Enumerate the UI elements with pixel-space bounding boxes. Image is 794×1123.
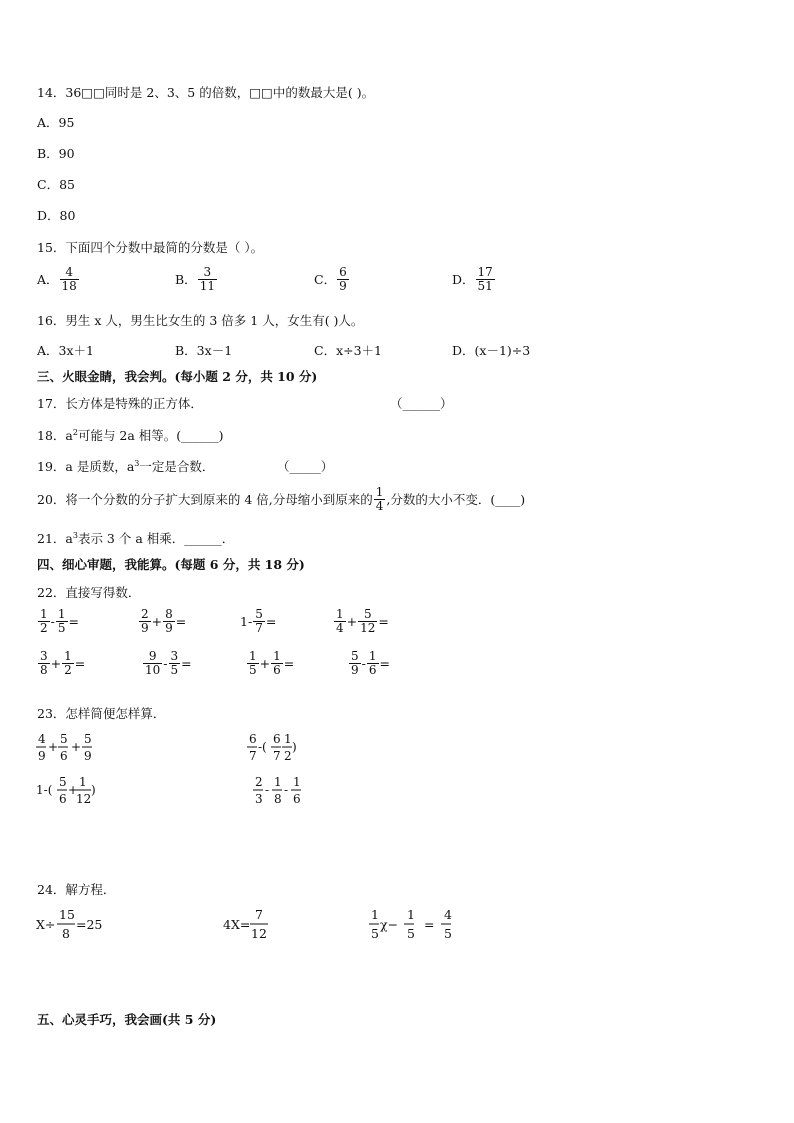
q16-option-a[interactable]: A．3x＋1 xyxy=(37,343,94,358)
q15-text: 15．下面四个分数中最简的分数是（ ）。 xyxy=(37,240,264,255)
svg-text:7: 7 xyxy=(249,749,257,763)
option-label: A． xyxy=(37,272,59,288)
svg-text:5: 5 xyxy=(407,926,415,941)
q24-equation-1 xyxy=(35,905,115,945)
fraction: $\frac{6}{9}$ xyxy=(339,265,347,293)
q21-text: 21．$a^3$表示 3 个 a 相乘．______． xyxy=(37,530,235,546)
q16-text: 16．男生 x 人，男生比女生的 3 倍多 1 人，女生有( )人。 xyxy=(37,313,364,328)
svg-text:5: 5 xyxy=(84,732,92,746)
svg-text:12: 12 xyxy=(251,926,267,941)
q15-option-d[interactable] xyxy=(452,266,496,292)
svg-text:1: 1 xyxy=(274,775,282,789)
svg-text:): ) xyxy=(91,783,96,797)
svg-text:8: 8 xyxy=(62,926,70,941)
q23-expression-2 xyxy=(246,730,316,766)
svg-text:1: 1 xyxy=(371,907,379,922)
q16-option-b[interactable]: B．3x－1 xyxy=(175,343,233,358)
svg-text:4X=: 4X= xyxy=(223,917,251,932)
q16-option-d[interactable]: D．(x－1)÷3 xyxy=(452,343,531,358)
q22-item-8: $\frac{5}{9}$ - $\frac{1}{6}$ = xyxy=(351,649,390,677)
svg-text:15: 15 xyxy=(59,907,75,922)
svg-text:5: 5 xyxy=(371,926,379,941)
option-label: C． xyxy=(314,272,337,288)
q23-expression-4 xyxy=(252,773,322,809)
section-3-heading: 三、火眼金睛，我会判。(每小题 2 分，共 10 分) xyxy=(37,369,318,384)
q24-equation-2 xyxy=(222,905,282,945)
fraction: $\frac{3}{11}$ xyxy=(199,265,215,293)
q15-option-c[interactable] xyxy=(314,266,350,292)
q22-item-4: $\frac{1}{4}$ + $\frac{5}{12}$ = xyxy=(336,607,389,635)
svg-text:6: 6 xyxy=(59,792,67,806)
svg-text:6: 6 xyxy=(273,732,281,746)
svg-text:1: 1 xyxy=(407,907,415,922)
q17-answer-blank[interactable]: （______） xyxy=(390,396,453,411)
svg-text:+: + xyxy=(48,740,59,754)
q22-item-7: $\frac{1}{5}$ + $\frac{1}{6}$ = xyxy=(249,649,295,677)
q14-text: 14．36□□同时是 2、3、5 的倍数，□□中的数最大是( )。 xyxy=(37,85,375,100)
q22-item-3: 1- $\frac{5}{7}$ = xyxy=(240,607,277,635)
q23-text: 23．怎样简便怎样算． xyxy=(37,706,166,721)
q23-expression-3 xyxy=(35,773,115,809)
svg-text:4: 4 xyxy=(38,732,46,746)
q24-text: 24．解方程． xyxy=(37,882,116,897)
q14-option-c[interactable]: C．85 xyxy=(37,177,75,192)
option-label: D． xyxy=(452,272,475,288)
svg-text:7: 7 xyxy=(255,907,263,922)
q16-option-c[interactable]: C．x÷3＋1 xyxy=(314,343,382,358)
option-label: B． xyxy=(175,272,197,288)
svg-text:1-(: 1-( xyxy=(36,783,53,797)
svg-text:5: 5 xyxy=(444,926,452,941)
q24-equation-3 xyxy=(366,905,466,945)
q15-option-a[interactable] xyxy=(37,266,80,292)
fraction: $\frac{4}{18}$ xyxy=(61,265,77,293)
q22-item-6: $\frac{9}{10}$ - $\frac{3}{5}$ = xyxy=(145,649,192,677)
q22-text: 22．直接写得数． xyxy=(37,585,141,600)
svg-text:2: 2 xyxy=(284,749,292,763)
svg-text:6: 6 xyxy=(249,732,257,746)
section-5-heading: 五、心灵手巧，我会画(共 5 分) xyxy=(37,1012,217,1027)
q14-option-b[interactable]: B．90 xyxy=(37,146,75,161)
q22-item-1: $\frac{1}{2}$ - $\frac{1}{5}$ = xyxy=(40,607,79,635)
fraction: $\frac{17}{51}$ xyxy=(477,265,493,293)
svg-text:+: + xyxy=(71,740,82,754)
svg-text:8: 8 xyxy=(274,792,282,806)
svg-text:6: 6 xyxy=(60,749,68,763)
svg-text:=25: =25 xyxy=(76,917,103,932)
q17-text: 17．长方体是特殊的正方体． xyxy=(37,396,203,411)
svg-text:+: + xyxy=(68,783,79,797)
svg-text:2: 2 xyxy=(255,775,263,789)
q22-item-5: $\frac{3}{8}$ + $\frac{1}{2}$ = xyxy=(40,649,86,677)
section-4-heading: 四、细心审题，我能算。(每题 6 分，共 18 分) xyxy=(37,557,305,572)
svg-text:9: 9 xyxy=(84,749,92,763)
svg-text:12: 12 xyxy=(76,792,92,806)
svg-text:=: = xyxy=(424,917,435,932)
svg-text:5: 5 xyxy=(59,775,67,789)
fraction: $\frac{1}{4}$ xyxy=(375,485,384,513)
svg-text:1: 1 xyxy=(293,775,301,789)
svg-text:5: 5 xyxy=(60,732,68,746)
q14-option-d[interactable]: D．80 xyxy=(37,208,76,223)
q19-answer-blank[interactable]: （_____） xyxy=(277,459,334,474)
q18-text: 18．$a^2$可能与 2a 相等。(______) xyxy=(37,427,224,443)
q19-text: 19．a 是质数，$a^3$一定是合数． xyxy=(37,458,215,474)
svg-text:-: - xyxy=(265,783,270,797)
svg-text:1: 1 xyxy=(284,732,292,746)
svg-text:-: - xyxy=(284,783,289,797)
svg-text:4: 4 xyxy=(444,907,452,922)
svg-text:X÷: X÷ xyxy=(36,917,56,932)
svg-text:3: 3 xyxy=(255,792,263,806)
q15-option-b[interactable] xyxy=(175,266,218,292)
svg-text:1: 1 xyxy=(79,775,87,789)
q14-option-a[interactable]: A．95 xyxy=(37,115,75,130)
q20-text: 20．将一个分数的分子扩大到原来的 4 倍,分母缩小到原来的 $\frac{1}{4}$ ,分数的大小不变．(____) xyxy=(37,485,526,513)
svg-text:9: 9 xyxy=(38,749,46,763)
svg-text:6: 6 xyxy=(293,792,301,806)
svg-text:7: 7 xyxy=(273,749,281,763)
svg-text:-(: -( xyxy=(258,740,267,754)
q23-expression-1 xyxy=(35,730,105,766)
q22-item-2: $\frac{2}{9}$ + $\frac{8}{9}$ = xyxy=(141,607,187,635)
svg-text:χ−: χ− xyxy=(380,917,399,932)
svg-text:): ) xyxy=(292,740,297,754)
